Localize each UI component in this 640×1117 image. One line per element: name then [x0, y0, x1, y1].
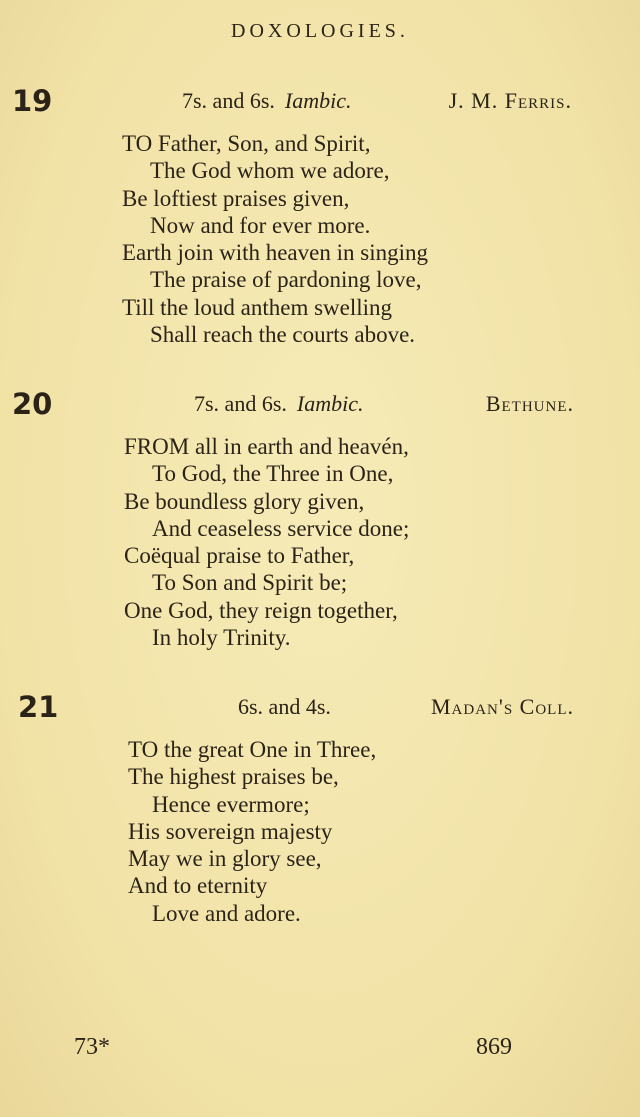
verse-line: And to eternity: [128, 873, 268, 899]
verse: [124, 433, 409, 651]
verse-line: Earth join with heaven in singing: [122, 240, 428, 266]
meter-style: Iambic.: [284, 88, 352, 113]
verse-line: May we in glory see,: [128, 846, 322, 872]
verse-line: Love and adore.: [152, 900, 301, 926]
hymn-author: Madan's Coll.: [430, 694, 574, 719]
meter-text: 7s. and 6s.: [182, 88, 275, 113]
hymn-author: Bethune.: [485, 391, 574, 416]
hymn-author: J. M. Ferris.: [448, 88, 572, 113]
verse-line: And ceaseless service done;: [152, 515, 410, 541]
meter-text: 7s. and 6s.: [194, 391, 287, 416]
verse-line: Shall reach the courts above.: [150, 322, 416, 348]
verse-line: Till the loud anthem swelling: [122, 294, 393, 320]
verse-line: To Son and Spirit be;: [152, 570, 348, 596]
verse-line: Now and for ever more.: [150, 212, 371, 238]
hymn-meter: [194, 391, 363, 417]
hymn-number: 19: [12, 84, 53, 118]
verse-line: Coëqual praise to Father,: [124, 543, 355, 569]
verse-line: The highest praises be,: [128, 764, 339, 790]
verse-line: TO Father, Son, and Spirit,: [122, 131, 371, 156]
verse-line: The praise of pardoning love,: [150, 267, 422, 293]
hymn-meter: [182, 88, 351, 114]
verse-line: In holy Trinity.: [152, 625, 291, 651]
verse-line: To God, the Three in One,: [152, 461, 394, 487]
page-header: DOXOLOGIES.: [231, 20, 409, 42]
verse-line: His sovereign majesty: [128, 818, 333, 844]
verse-line: Hence evermore;: [152, 791, 310, 817]
signature-mark: 73*: [74, 1034, 110, 1060]
meter-text: 6s. and 4s.: [238, 694, 331, 719]
page-number: 869: [476, 1034, 512, 1060]
hymn-meter: [238, 694, 331, 720]
verse: [128, 736, 376, 927]
verse: [122, 130, 428, 348]
verse-line: Be loftiest praises given,: [122, 185, 350, 211]
hymn-number: 20: [12, 387, 53, 421]
verse-line: One God, they reign together,: [124, 597, 398, 623]
verse-line: The God whom we adore,: [150, 158, 390, 184]
verse-line: Be boundless glory given,: [124, 488, 365, 514]
hymn-number: 21: [18, 690, 59, 724]
verse-line: TO the great One in Three,: [128, 737, 377, 762]
meter-style: Iambic.: [296, 391, 364, 416]
verse-line: FROM all in earth and heavén,: [124, 434, 409, 459]
